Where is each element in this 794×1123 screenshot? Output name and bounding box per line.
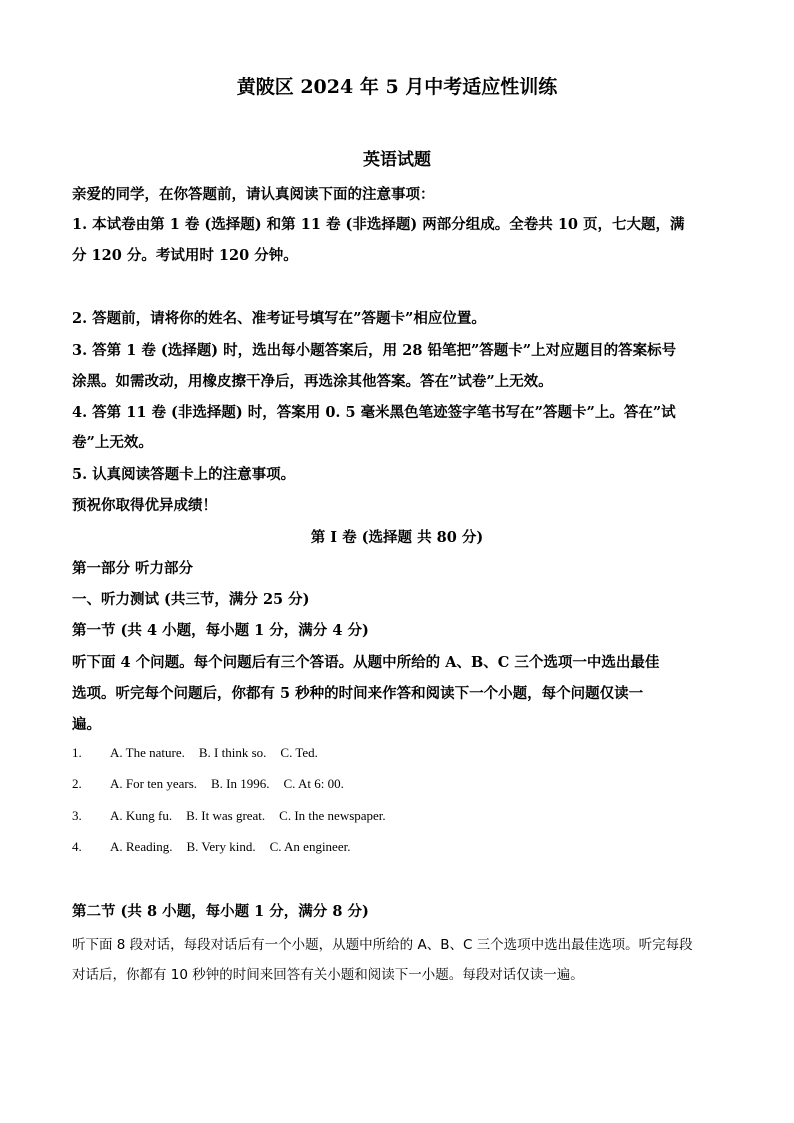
option-a: A. For ten years. xyxy=(110,776,198,791)
question-number: 4. xyxy=(72,839,82,854)
subsection-1-instruction-line-3: 遍。 xyxy=(72,716,101,733)
subsection-2-title: 第二节 (共 8 小题，每小题 1 分，满分 8 分) xyxy=(72,903,369,920)
option-c: C. An engineer. xyxy=(269,839,351,854)
notice-item-3-line-2: 涂黑。如需改动，用橡皮擦干净后，再选涂其他答案。答在”试卷”上无效。 xyxy=(72,373,553,390)
option-c: C. Ted. xyxy=(280,745,318,760)
option-a: A. The nature. xyxy=(110,745,185,760)
subject-title: 英语试题 xyxy=(363,150,431,170)
notice-item-2: 2. 答题前，请将你的姓名、准考证号填写在”答题卡”相应位置。 xyxy=(72,310,486,327)
question-row xyxy=(72,776,358,792)
option-c: C. At 6: 00. xyxy=(283,776,344,791)
question-number: 3. xyxy=(72,808,82,823)
notice-item-1-line-2: 分 120 分。考试用时 120 分钟。 xyxy=(72,247,298,264)
option-b: B. Very kind. xyxy=(186,839,256,854)
notice-item-3-line-1: 3. 答第 1 卷 (选择题) 时，选出每小题答案后，用 28 铅笔把”答题卡”上对应题目的答案标号 xyxy=(72,342,677,359)
notice-item-4-line-1: 4. 答第 11 卷 (非选择题) 时，答案用 0. 5 毫米黑色笔迹签字笔书写在”答题卡”上。答在”试 xyxy=(72,404,676,421)
question-number: 1. xyxy=(72,745,82,760)
option-c: C. In the newspaper. xyxy=(279,808,386,823)
question-row xyxy=(72,745,332,761)
subsection-2-instruction-line-2: 对话后，你都有 10 秒钟的时间来回答有关小题和阅读下一小题。每段对话仅读一遍。 xyxy=(72,967,584,983)
option-b: B. I think so. xyxy=(198,745,267,760)
section-heading: 一、听力测试 (共三节，满分 25 分) xyxy=(72,591,310,608)
subsection-1-instruction-line-2: 选项。听完每个问题后，你都有 5 秒种的时间来作答和阅读下一个小题，每个问题仅读一 xyxy=(72,685,644,702)
exam-title: 黄陂区 2024 年 5 月中考适应性训练 xyxy=(236,76,558,98)
question-row xyxy=(72,808,400,824)
subsection-1-instruction-line-1: 听下面 4 个问题。每个问题后有三个答语。从题中所给的 A、B、C 三个选项一中选出最佳 xyxy=(72,654,660,671)
subsection-1-title: 第一节 (共 4 小题，每小题 1 分，满分 4 分) xyxy=(72,622,369,639)
part-heading: 第一部分 听力部分 xyxy=(72,560,194,577)
option-b: B. It was great. xyxy=(186,808,266,823)
option-a: A. Reading. xyxy=(110,839,173,854)
question-number: 2. xyxy=(72,776,82,791)
question-row xyxy=(72,839,364,855)
option-a: A. Kung fu. xyxy=(110,808,173,823)
wish-text: 预祝你取得优异成绩！ xyxy=(72,497,217,514)
subsection-2-instruction-line-1: 听下面 8 段对话，每段对话后有一个小题，从题中所给的 A、B、C 三个选项中选出最佳选项。听完每段 xyxy=(72,937,693,953)
volume-title: 第 Ⅰ 卷 (选择题 共 80 分) xyxy=(310,529,484,546)
notice-item-1-line-1: 1. 本试卷由第 1 卷 (选择题) 和第 11 卷 (非选择题) 两部分组成。全卷共 10 页，七大题，满 xyxy=(72,216,685,233)
notice-item-4-line-2: 卷”上无效。 xyxy=(72,434,153,451)
notice-item-5: 5. 认真阅读答题卡上的注意事项。 xyxy=(72,466,296,483)
option-b: B. In 1996. xyxy=(211,776,270,791)
notice-intro: 亲爱的同学，在你答题前，请认真阅读下面的注意事项： xyxy=(72,186,435,203)
